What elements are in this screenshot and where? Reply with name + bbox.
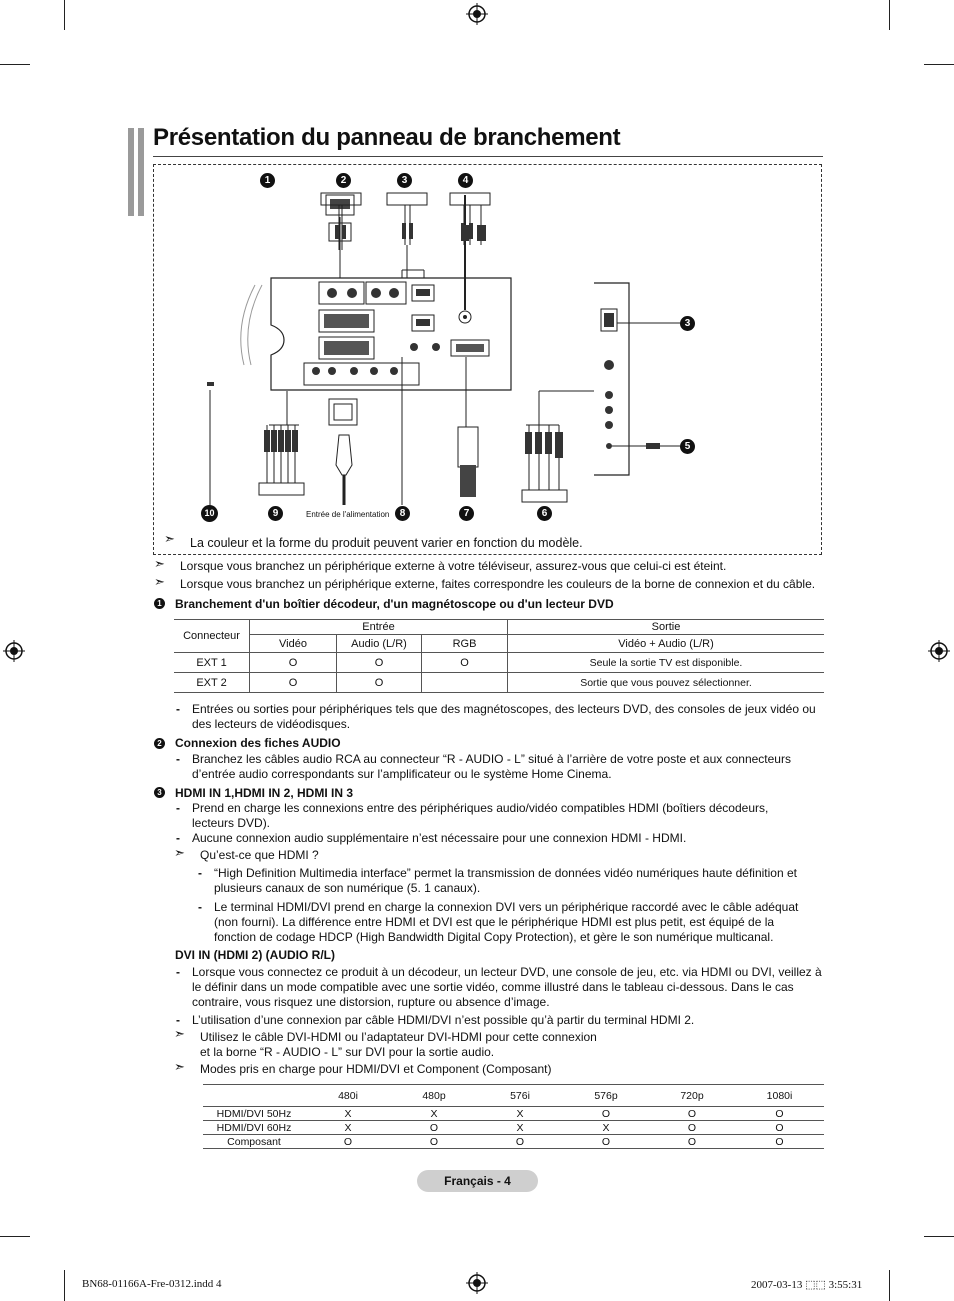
crop-mark	[64, 0, 65, 30]
table-cell: Composant	[203, 1135, 305, 1149]
table-subheader: Vidéo + Audio (L/R)	[508, 635, 825, 653]
section-heading: Connexion des fiches AUDIO	[175, 736, 341, 750]
table-header: Connecteur	[174, 620, 250, 653]
table-cell: O	[563, 1107, 649, 1121]
section-number: 2	[154, 738, 165, 749]
crop-mark	[0, 1236, 30, 1237]
page-title: Présentation du panneau de branchement	[153, 124, 621, 151]
table-cell: O	[337, 673, 422, 693]
table-row	[203, 1135, 824, 1149]
table-subheader: RGB	[422, 635, 508, 653]
diagram-note: La couleur et la forme du produit peuvent varier en fonction du modèle.	[190, 536, 583, 550]
registration-mark-icon	[466, 3, 488, 25]
bullet-dash: -	[176, 831, 180, 845]
table-cell: O	[649, 1121, 735, 1135]
table-cell: X	[477, 1121, 563, 1135]
table-subheader: Vidéo	[250, 635, 337, 653]
table-cell: O	[735, 1121, 824, 1135]
callout-number: 5	[680, 439, 695, 454]
note-arrow-icon: ➣	[154, 556, 165, 571]
table-cell: O	[250, 673, 337, 693]
note-arrow-icon: ➣	[154, 574, 165, 589]
table-cell: O	[563, 1135, 649, 1149]
table-row	[203, 1121, 824, 1135]
rear-panel-illustration	[154, 165, 821, 554]
table-cell: X	[305, 1107, 391, 1121]
bullet-text: Prend en charge les connexions entre des périphériques audio/vidéo compatibles HDMI (boîtiers décodeurs, lecteurs DVD).	[192, 801, 769, 830]
callout-number: 6	[537, 506, 552, 521]
registration-mark-icon	[466, 1272, 488, 1294]
table-cell: HDMI/DVI 60Hz	[203, 1121, 305, 1135]
connection-panel-diagram	[153, 164, 822, 555]
table-cell: O	[391, 1135, 477, 1149]
note-text: et la borne “R - AUDIO - L” sur DVI pour la sortie audio.	[200, 1045, 495, 1059]
table-cell: EXT 2	[174, 673, 250, 693]
table-cell: O	[735, 1107, 824, 1121]
table-cell: O	[649, 1135, 735, 1149]
table-header: 1080i	[735, 1085, 824, 1107]
note-arrow-icon: ➣	[164, 531, 175, 546]
section-number: 1	[154, 598, 165, 609]
table-cell: O	[305, 1135, 391, 1149]
section-heading: Branchement d'un boîtier décodeur, d'un magnétoscope ou d'un lecteur DVD	[175, 597, 614, 611]
registration-mark-icon	[3, 640, 25, 662]
table-header: Entrée	[250, 620, 508, 635]
title-side-bar	[128, 128, 144, 216]
crop-mark	[924, 64, 954, 65]
table-row	[174, 673, 824, 693]
table-cell: O	[422, 653, 508, 673]
note-arrow-icon: ➣	[174, 845, 185, 860]
callout-number: 8	[395, 506, 410, 521]
section-number: 3	[154, 787, 165, 798]
table-cell: O	[250, 653, 337, 673]
bullet-text: Branchez les câbles audio RCA au connecteur “R - AUDIO - L” situé à l’arrière de votre poste et aux connecteurs d’entrée audio correspondants sur l’amplificateur ou le système Home Cinema.	[192, 752, 791, 781]
bullet-dash: -	[176, 965, 180, 979]
table-cell: X	[477, 1107, 563, 1121]
note-arrow-icon: ➣	[174, 1059, 185, 1074]
table-cell: O	[649, 1107, 735, 1121]
table-header: 480p	[391, 1085, 477, 1107]
print-file-name: BN68-01166A-Fre-0312.indd 4	[82, 1278, 222, 1290]
crop-mark	[889, 1270, 890, 1301]
bullet-dash: -	[198, 866, 202, 880]
table-cell: Seule la sortie TV est disponible.	[508, 653, 825, 673]
table-cell: X	[391, 1107, 477, 1121]
table-header: Sortie	[508, 620, 825, 635]
table-header: 720p	[649, 1085, 735, 1107]
table-header: 480i	[305, 1085, 391, 1107]
callout-number: 1	[260, 173, 275, 188]
callout-number: 9	[268, 506, 283, 521]
callout-number: 7	[459, 506, 474, 521]
table-row	[203, 1107, 824, 1121]
crop-mark	[924, 1236, 954, 1237]
ext-table	[174, 619, 824, 693]
table-header: 576p	[563, 1085, 649, 1107]
section-heading: HDMI IN 1,HDMI IN 2, HDMI IN 3	[175, 786, 354, 800]
general-note: Lorsque vous branchez un périphérique externe à votre téléviseur, assurez-vous que celui-ci est éteint.	[180, 559, 727, 573]
bullet-dash: -	[176, 801, 180, 815]
bullet-text: Lorsque vous connectez ce produit à un décodeur, un lecteur DVD, une console de jeu, etc. via HDMI ou DVI, veillez à le définir dans un mode compatible avec une sortie vidéo, comme illustré dans le tableau ci-dessous. Dans le cas contraire, vous risquez une distorsion, rupture ou absence d’image.	[192, 965, 822, 1009]
note-text: Modes pris en charge pour HDMI/DVI et Component (Composant)	[200, 1062, 552, 1076]
table-row	[174, 653, 824, 673]
bullet-text: L’utilisation d’une connexion par câble HDMI/DVI n’est possible qu’à partir du terminal HDMI 2.	[192, 1013, 695, 1027]
crop-mark	[0, 64, 30, 65]
crop-mark	[64, 1270, 65, 1301]
callout-number: 10	[201, 505, 218, 522]
title-rule	[153, 156, 823, 157]
table-cell: X	[305, 1121, 391, 1135]
bullet-dash: -	[176, 702, 180, 716]
table-cell: O	[337, 653, 422, 673]
table-cell: EXT 1	[174, 653, 250, 673]
note-text: Utilisez le câble DVI-HDMI ou l’adaptateur DVI-HDMI pour cette connexion	[200, 1030, 597, 1044]
bullet-dash: -	[176, 752, 180, 766]
modes-table	[203, 1084, 824, 1149]
table-cell: X	[563, 1121, 649, 1135]
bullet-dash: -	[198, 900, 202, 914]
bullet-text: Le terminal HDMI/DVI prend en charge la connexion DVI vers un périphérique raccordé avec le câble adéquat (non fourni). La différence entre HDMI et DVI est que le périphérique HDMI est plus petit, est équipé de la fonction de codage HDCP (High Bandwidth Digital Copy Protection), et gère le son numérique multicanal.	[214, 900, 799, 944]
general-note: Lorsque vous branchez un périphérique externe, faites correspondre les couleurs de la borne de connexion et du câble.	[180, 577, 816, 591]
table-subheader: Audio (L/R)	[337, 635, 422, 653]
bullet-text: Aucune connexion audio supplémentaire n’est nécessaire pour une connexion HDMI - HDMI.	[192, 831, 687, 845]
table-cell: O	[735, 1135, 824, 1149]
table-header: 576i	[477, 1085, 563, 1107]
page-number-badge: Français - 4	[417, 1170, 538, 1192]
table-cell: HDMI/DVI 50Hz	[203, 1107, 305, 1121]
bullet-text: “High Definition Multimedia interface” permet la transmission de données vidéo numériques haute définition et plusieurs canaux de son numérique (5. 1 canaux).	[214, 866, 797, 895]
callout-number: 4	[458, 173, 473, 188]
power-input-label: Entrée de l'alimentation	[306, 510, 390, 519]
note-text: Qu’est-ce que HDMI ?	[200, 848, 319, 862]
callout-number: 3	[397, 173, 412, 188]
callout-number: 2	[336, 173, 351, 188]
table-cell: O	[391, 1121, 477, 1135]
bullet-dash: -	[176, 1013, 180, 1027]
registration-mark-icon	[928, 640, 950, 662]
crop-mark	[889, 0, 890, 30]
subsection-heading: DVI IN (HDMI 2) (AUDIO R/L)	[175, 948, 335, 962]
table-cell	[422, 673, 508, 693]
print-timestamp: 2007-03-13 ⬚⬚ 3:55:31	[751, 1279, 863, 1291]
note-arrow-icon: ➣	[174, 1026, 185, 1041]
table-cell: O	[477, 1135, 563, 1149]
callout-number: 3	[680, 316, 695, 331]
table-cell: Sortie que vous pouvez sélectionner.	[508, 673, 825, 693]
bullet-text: Entrées ou sorties pour périphériques tels que des magnétoscopes, des lecteurs DVD, des consoles de jeux vidéo ou des lecteurs de vidéodisques.	[192, 702, 816, 731]
